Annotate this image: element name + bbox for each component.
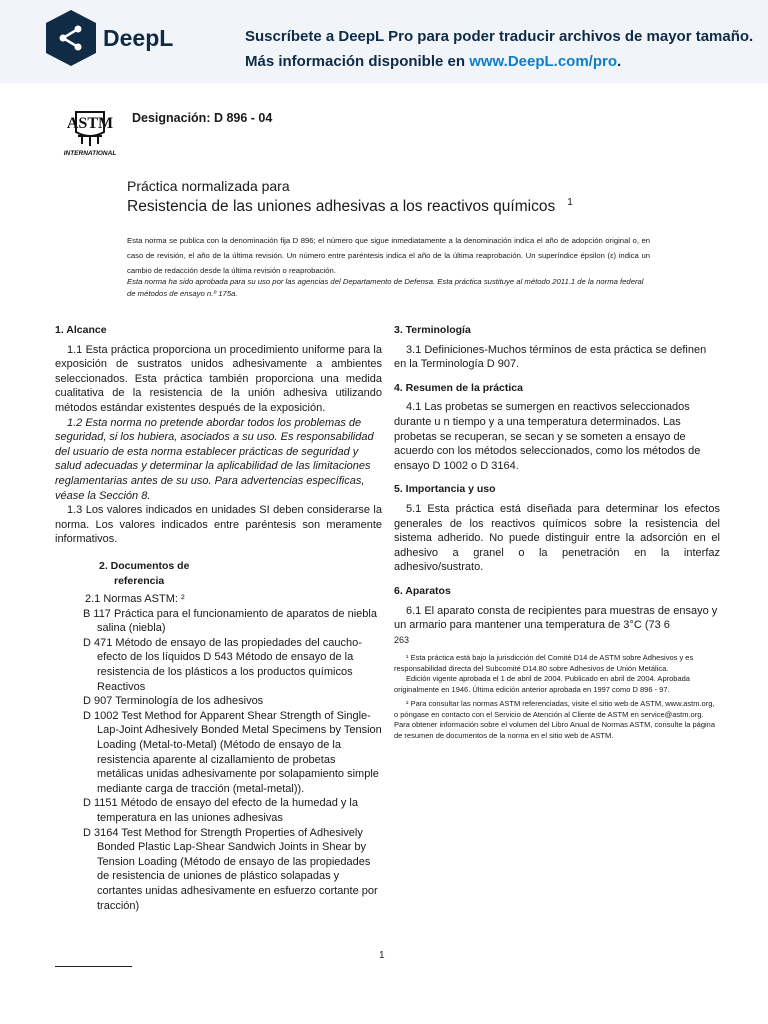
deepl-logo-icon (46, 10, 96, 66)
title-main: Resistencia de las uniones adhesivas a los reactivos químicos (127, 198, 556, 216)
left-column (55, 323, 382, 913)
para-6-1-continued: 263 (394, 634, 410, 645)
dod-notice: Esta norma ha sido aprobada para su uso por las agencias del Departamento de Defensa. Esta práctica sustituye al método 2011.1 de la norma federal de métodos de ensayo n.º 175a. (127, 277, 644, 298)
deepl-pro-link[interactable]: www.DeepL.com/pro (469, 53, 617, 70)
para-1-3: 1.3 Los valores indicados en unidades SI deben considerarse la norma. Los valores indicados entre paréntesis son meramente informativos. (55, 504, 382, 546)
ref-item: D 1002 Test Method for Apparent Shear Strength of Single-Lap-Joint Adhesively Bonded Metal Specimens by Tension Loading (Metal-to-Metal) (Método de ensayo de la resistencia aparente al cizallamiento de probetas metálicas unidas adhesivamente por solapamiento simple mediante carga de tracción (metal-metal)). (83, 709, 382, 795)
deepl-banner (0, 0, 768, 83)
section-2-heading-b: referencia (114, 574, 165, 587)
deepl-logo-text: DeepL (103, 25, 174, 51)
ref-item: D 907 Terminología de los adhesivos (83, 695, 264, 708)
section-6-heading: 6. Aparatos (394, 584, 451, 597)
footnote-1: ¹ Esta práctica está bajo la jurisdicción del Comité D14 de ASTM sobre Adhesivos y es responsabilidad directa del Subcomité D14.80 sobre Adhesivos de Unión Metálica. (394, 653, 694, 673)
para-2-1: 2.1 Normas ASTM: ² (85, 593, 185, 606)
svg-text:ASTM: ASTM (66, 115, 114, 132)
title-line-1: Práctica normalizada para (127, 178, 290, 194)
banner-line-2-prefix: Más información disponible en (245, 53, 470, 70)
standard-notice: Esta norma se publica con la denominación fija D 896; el número que sigue inmediatamente a la denominación indica el año de adopción original o, en caso de revisión, el año de la última revisión. Un número entre paréntesis indica el año de la última reaprobación. Un superíndice épsilon (ε) indica un cambio de redacción desde la última revisión o reaprobación. (127, 236, 650, 275)
ref-item: D 1151 Método de ensayo del efecto de la humedad y la temperatura en las uniones adhesivas (83, 797, 358, 824)
section-5-heading: 5. Importancia y uso (394, 483, 496, 496)
para-6-1: 6.1 El aparato consta de recipientes para muestras de ensayo y un armario para mantener una temperatura de 3°C (73 6 (394, 604, 718, 632)
title-footnote-marker: 1 (567, 197, 573, 208)
footnote-rule (55, 966, 132, 967)
footnote-2: ² Para consultar las normas ASTM referenciadas, visite el sitio web de ASTM, www.astm.org, o póngase en contacto con el Servicio de Atención al Cliente de ASTM en service@astm.org. Para obtener información sobre el volumen del Libro Anual de Normas ASTM, consulte la página de resumen de documentos de la norma en el sitio web de ASTM. (394, 699, 716, 740)
section-3-heading: 3. Terminología (394, 324, 471, 336)
section-2-heading-a: 2. Documentos de (99, 559, 190, 572)
designation: Designación: D 896 - 04 (132, 111, 273, 125)
para-3-1: 3.1 Definiciones-Muchos términos de esta práctica se definen en la Terminología D 907. (394, 343, 707, 371)
section-1-heading: 1. Alcance (55, 324, 107, 336)
ref-item: D 471 Método de ensayo de las propiedades del caucho-efecto de los líquidos D 543 Método de ensayo de la resistencia de los plásticos a los productos químicos Reactivos (83, 636, 362, 693)
title-line-2 (127, 197, 573, 216)
para-5-1: 5.1 Esta práctica está diseñada para determinar los efectos generales de los reactivos químicos sobre la resistencia del sistema adherido. No puede distinguir entre la adsorción en el adhesivo a granel o la penetración en la interfaz adhesivo/sustrato. (394, 502, 720, 574)
astm-logo-icon (58, 102, 122, 156)
para-1-2: 1.2 Esta norma no pretende abordar todos los problemas de seguridad, si los hubiera, asociados a su uso. Es responsabilidad del usuario de esta norma establecer prácticas de seguridad y salud adecuadas y determinar la aplicabilidad de las limitaciones reglamentarias antes de su uso. Para advertencias específicas, véase la Sección 8. (55, 416, 374, 502)
banner-line-2 (245, 53, 621, 70)
ref-item: D 3164 Test Method for Strength Properties of Adhesively Bonded Plastic Lap-Shear Sandwich Joints in Shear by Tension Loading (Método de ensayo de las propiedades de resistencia de uniones de plástico solapadas y cortantes unidas adhesivamente en esfuerzo cortante por tracción) (83, 826, 378, 912)
page-number: 1 (379, 950, 385, 961)
para-4-1: 4.1 Las probetas se sumergen en reactivos seleccionados durante u n tiempo y a una temperatura determinados. Las probetas se recuperan, se secan y se someten a ensayo de acuerdo con los métodos seleccionados, como los métodos de ensayo D 1002 o D 3164. (394, 401, 701, 472)
section-4-heading: 4. Resumen de la práctica (394, 381, 523, 394)
banner-line-2-suffix: . (617, 53, 622, 70)
footnote-1b: Edición vigente aprobada el 1 de abril de 2004. Publicado en abril de 2004. Aprobada originalmente en 1946. Última edición anterior aprobada en 1997 como D 896 - 97. (394, 674, 690, 694)
right-column (394, 323, 720, 741)
astm-logo-text: INTERNATIONAL (63, 150, 117, 156)
ref-item: B 117 Práctica para el funcionamiento de aparatos de niebla salina (niebla) (83, 607, 377, 635)
para-1-1: 1.1 Esta práctica proporciona un procedimiento uniforme para la exposición de sustratos unidos adhesivamente a ambientes seleccionados. Esta práctica también proporciona una medida cualitativa de la resistencia de la unión adhesiva utilizando métodos estándar existentes después de la exposición. (55, 343, 382, 414)
section-2-heading (99, 559, 382, 588)
banner-line-1: Suscríbete a DeepL Pro para poder traducir archivos de mayor tamaño. (245, 28, 754, 45)
